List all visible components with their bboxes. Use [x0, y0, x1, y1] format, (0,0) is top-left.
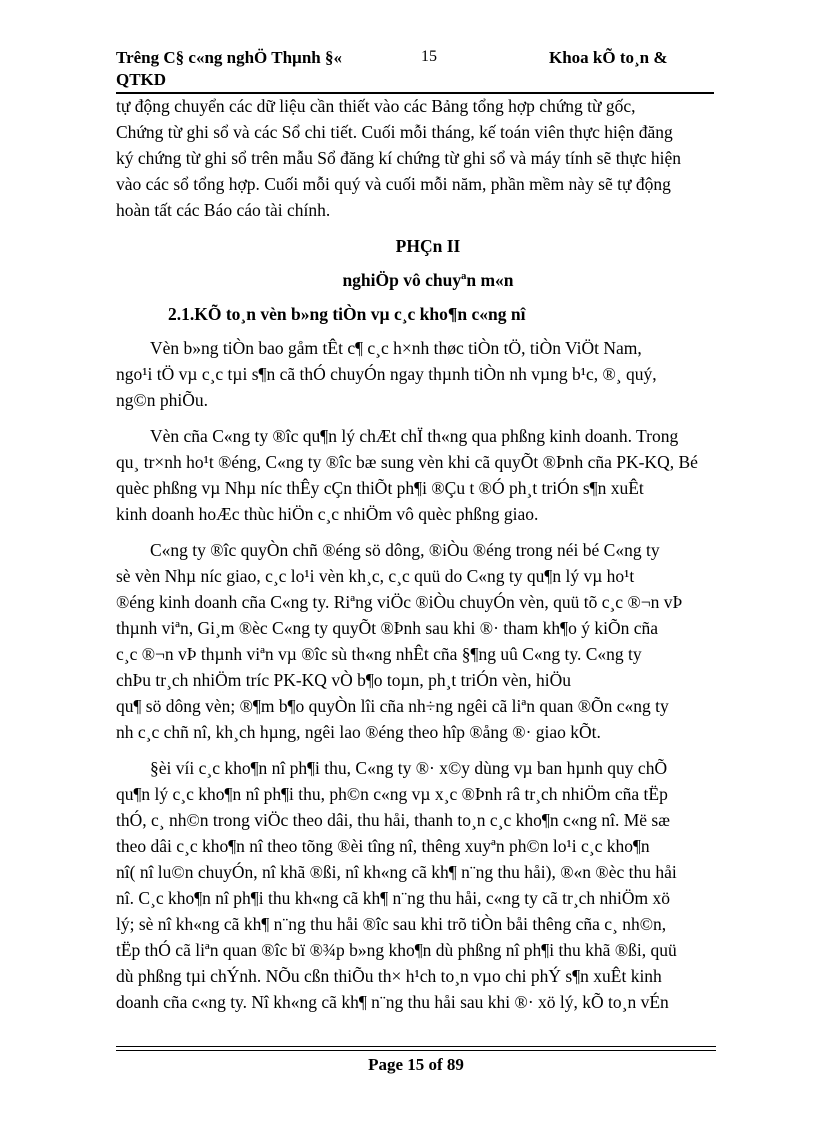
- paragraph-intro: tự động chuyển các dữ liệu cần thiết vào các Bảng tổng hợp chứng từ gốc, Chứng từ ghi sổ và các Sổ chi tiết. Cuối mỗi tháng, kế toán viên thực hiện đăng ký chứng từ ghi sổ trên mẫu Sổ đăng kí chứng từ ghi sổ và máy tính sẽ thực hiện vào các sổ tổng hợp. Cuối mỗi quý và cuối mỗi năm, phần mềm này sẽ tự động hoàn tất các Báo cáo tài chính.: [116, 96, 682, 220]
- section-heading: 2.1.KÕ to¸n vèn b»ng tiÒn vµ c¸c kho¶n c«ng nî: [168, 304, 526, 324]
- header-school-name: Trêng C§ c«ng nghÖ Thµnh §«: [116, 48, 342, 67]
- paragraph-capital-management: Vèn cña C«ng ty ®îc qu¶n lý chÆt chÏ th«ng qua phßng kinh doanh. Trong qu¸ tr×nh ho¹t ®éng, C«ng ty ®îc bæ sung vèn khi cã quyÕt ®Þnh cña PK-KQ, Bé quèc phßng vµ Nhµ níc thÊy cÇn thiÕt ph¶i ®Çu t ®Ó ph¸t triÓn s¶n xuÊt kinh doanh hoÆc thùc hiÖn c¸c nhiÖm vô quèc phßng giao.: [116, 426, 698, 524]
- page-header: [116, 48, 716, 96]
- page-footer: Page 15 of 89: [368, 1055, 464, 1074]
- part-subtitle: nghiÖp vô chuyªn m«n: [342, 270, 514, 290]
- header-page-number: 15: [421, 48, 437, 65]
- header-department: Khoa kÕ to¸n &: [549, 48, 668, 67]
- footer-divider-top: [116, 1046, 716, 1047]
- page-content: [116, 93, 740, 1015]
- paragraph-receivables: §èi víi c¸c kho¶n nî ph¶i thu, C«ng ty ®· x©y dùng vµ ban hµnh quy chÕ qu¶n lý c¸c kho¶n nî ph¶i thu, ph©n c«ng vµ x¸c ®Þnh râ tr¸ch nhiÖm cña tËp thÓ, c¸ nh©n trong viÖc theo dâi, thu håi, thanh to¸n c¸c kho¶n c«ng nî. Më sæ theo dâi c¸c kho¶n nî theo tõng ®èi tîng nî, thêng xuyªn ph©n lo¹i c¸c kho¶n nî( nî lu©n chuyÓn, nî khã ®ßi, nî kh«ng cã kh¶ n¨ng thu håi), ®«n ®èc thu håi nî. C¸c kho¶n nî ph¶i thu kh«ng cã kh¶ n¨ng thu håi, c«ng ty cã tr¸ch nhiÖm xö lý; sè nî kh«ng cã kh¶ n¨ng thu håi ®îc sau khi trõ tiÒn båi thêng cña c¸ nh©n, tËp thÓ cã liªn quan ®îc bï ®¾p b»ng kho¶n dù phßng nî ph¶i thu khã ®ßi, quü dù phßng tµi chÝnh. NÕu cßn thiÕu th× h¹ch to¸n vµo chi phÝ s¶n xuÊt kinh doanh cña c«ng ty. Nî kh«ng cã kh¶ n¨ng thu håi sau khi ®· xö lý, kÕ to¸n vÉn: [116, 758, 677, 1012]
- footer-divider-bottom: [116, 1050, 716, 1051]
- paragraph-cash-definition: Vèn b»ng tiÒn bao gåm tÊt c¶ c¸c h×nh thøc tiÒn tÖ, tiÒn ViÖt Nam, ngo¹i tÖ vµ c¸c tµi s¶n cã thÓ chuyÓn ngay thµnh tiÒn nh vµng b¹c, ®¸ quý, ng©n phiÕu.: [116, 338, 657, 410]
- paragraph-capital-rights: C«ng ty ®îc quyÒn chñ ®éng sö dông, ®iÒu ®éng trong néi bé C«ng ty sè vèn Nhµ níc giao, c¸c lo¹i vèn kh¸c, c¸c quü do C«ng ty qu¶n lý vµ ho¹t ®éng kinh doanh cña C«ng ty. Riªng viÖc ®iÒu chuyÓn vèn, quü tõ c¸c ®¬n vÞ thµnh viªn, Gi¸m ®èc C«ng ty quyÕt ®Þnh sau khi ®· tham kh¶o ý kiÕn cña c¸c ®¬n vÞ thµnh viªn vµ ®îc sù th«ng nhÊt cña §¶ng uû C«ng ty. C«ng ty chÞu tr¸ch nhiÖm tríc PK-KQ vÒ b¶o toµn, ph¸t triÓn vèn, hiÖu qu¶ sö dông vèn; ®¶m b¶o quyÒn lîi cña nh÷ng ngêi cã liªn quan ®Õn c«ng ty nh c¸c chñ nî, kh¸ch hµng, ngêi lao ®éng theo hîp ®ång ®· giao kÕt.: [116, 540, 683, 742]
- part-title: PHÇn II: [395, 236, 461, 256]
- header-department-cont: QTKD: [116, 70, 167, 89]
